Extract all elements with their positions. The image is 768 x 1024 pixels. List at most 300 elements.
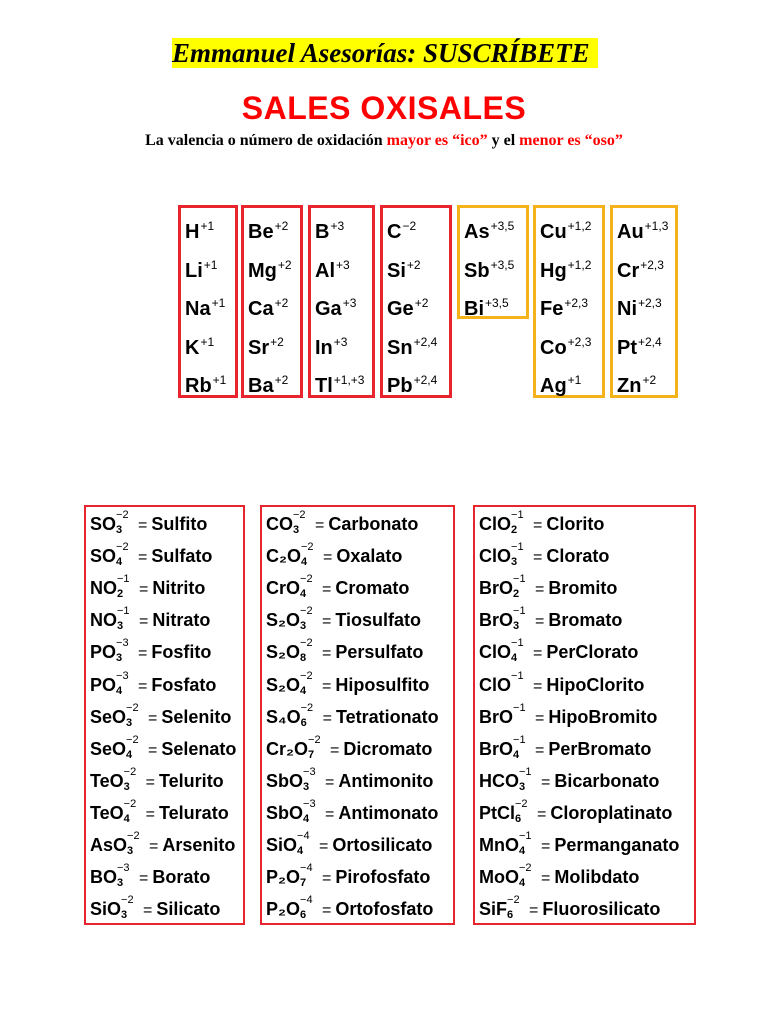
anion-charge: −4 xyxy=(300,862,313,875)
element-valence: +2,3 xyxy=(640,257,664,272)
anion-charge: −1 xyxy=(513,605,526,618)
equals-sign: = xyxy=(145,805,156,823)
anion-subscript: 6 xyxy=(300,909,307,922)
anion-charge: −2 xyxy=(293,509,306,521)
anion-subscript: 4 xyxy=(303,812,310,825)
anion-name: Dicromato xyxy=(343,738,433,759)
anion-charge-group xyxy=(127,830,147,860)
anion-charge-group xyxy=(116,541,136,571)
element-symbol: Ag xyxy=(540,375,567,397)
element-ge xyxy=(387,291,428,321)
anion-row xyxy=(266,541,402,571)
anion-row xyxy=(90,702,231,732)
anion-charge: −1 xyxy=(117,573,130,586)
equals-sign: = xyxy=(533,549,543,567)
anion-charge: −2 xyxy=(126,733,139,746)
anion-name: Silicato xyxy=(156,899,221,920)
equals-sign: = xyxy=(143,902,153,920)
equals-sign: = xyxy=(325,773,335,791)
anion-row xyxy=(266,637,423,667)
element-symbol: Bi xyxy=(464,298,484,320)
element-ni xyxy=(617,291,662,321)
equals-sign: = xyxy=(535,741,545,759)
element-group-box xyxy=(380,205,452,398)
anion-subscript: 4 xyxy=(511,652,518,665)
anion-charge-group xyxy=(293,509,313,539)
anion-formula: HCO xyxy=(479,770,519,791)
element-symbol: Au xyxy=(617,221,644,243)
equals-sign: = xyxy=(535,613,545,631)
anion-row xyxy=(479,605,622,635)
anion-charge-group xyxy=(300,670,320,700)
anion-subscript: 3 xyxy=(116,524,123,536)
equals-sign: = xyxy=(138,645,148,663)
anion-name: Clorato xyxy=(546,546,610,567)
equals-sign: = xyxy=(322,870,332,888)
anion-charge-group xyxy=(126,702,146,732)
anion-subscript: 2 xyxy=(513,588,520,601)
equals-sign: = xyxy=(322,709,332,727)
anion-charge-group xyxy=(116,670,136,700)
equals-sign: = xyxy=(322,613,332,631)
anion-formula: Cr₂O xyxy=(266,738,309,759)
anion-charge-group xyxy=(300,637,320,667)
element-symbol: Be xyxy=(248,221,274,243)
element-valence: +2,3 xyxy=(638,296,662,310)
element-symbol: As xyxy=(464,221,490,243)
anion-name: Bicarbonato xyxy=(554,770,660,791)
element-fe xyxy=(540,291,588,321)
element-valence: +1 xyxy=(200,219,215,233)
anion-name: Fosfito xyxy=(151,642,212,663)
element-as xyxy=(464,214,514,244)
anion-name: HipoBromito xyxy=(548,706,658,727)
anion-row xyxy=(90,637,211,667)
element-valence: +2,4 xyxy=(638,334,662,349)
subtitle-connector: y el xyxy=(487,132,520,149)
anion-subscript: 4 xyxy=(300,684,307,697)
element-valence: +2,3 xyxy=(567,334,592,349)
element-valence: +2 xyxy=(414,296,429,310)
anion-charge: −1 xyxy=(511,509,524,521)
anion-formula: SO xyxy=(90,514,117,534)
anion-subscript: 3 xyxy=(121,909,128,922)
subtitle-ico-rule: mayor es “ico” xyxy=(386,132,488,149)
anion-formula: BrO xyxy=(479,738,514,759)
equals-sign: = xyxy=(139,613,149,631)
anion-charge: −4 xyxy=(300,894,313,907)
element-valence: +3,5 xyxy=(490,219,515,233)
anion-name: Ortosilicato xyxy=(332,835,433,855)
element-symbol: Hg xyxy=(540,259,567,282)
equals-sign: = xyxy=(322,645,332,663)
anion-formula: TeO xyxy=(90,802,124,823)
element-group-box xyxy=(533,205,605,398)
anion-subscript: 6 xyxy=(515,812,522,825)
anion-name: Cromato xyxy=(335,578,410,599)
anion-charge: −2 xyxy=(116,541,129,554)
anion-subscript: 6 xyxy=(507,909,514,922)
anion-charge-group xyxy=(117,573,137,603)
anion-row xyxy=(479,670,644,700)
anion-charge-group xyxy=(297,830,317,860)
anion-charge-group xyxy=(511,541,531,571)
anion-name: Molibdato xyxy=(554,867,640,888)
element-symbol: Tl xyxy=(315,375,333,397)
anion-name: Hiposulfito xyxy=(335,674,430,695)
element-symbol: Co xyxy=(540,336,567,359)
anion-charge-group xyxy=(303,766,323,796)
anion-row xyxy=(90,541,212,571)
anion-name: HipoClorito xyxy=(546,674,645,695)
equals-sign: = xyxy=(138,517,148,534)
element-cr xyxy=(617,253,664,283)
equals-sign: = xyxy=(529,902,539,920)
anion-subscript: 3 xyxy=(519,780,526,793)
element-valence: +2 xyxy=(274,373,289,387)
anion-formula: C₂O xyxy=(266,546,301,567)
equals-sign: = xyxy=(537,805,547,823)
equals-sign: = xyxy=(330,741,340,759)
anion-charge-group xyxy=(308,734,328,764)
anion-subscript: 7 xyxy=(300,877,307,890)
anion-name: Pirofosfato xyxy=(335,867,431,888)
element-valence: +3,5 xyxy=(490,257,515,272)
element-valence: +1 xyxy=(567,373,582,387)
element-group-box xyxy=(457,205,529,319)
element-be xyxy=(248,214,288,244)
anion-row xyxy=(266,670,429,700)
element-valence: +3 xyxy=(330,219,345,233)
element-cu xyxy=(540,214,591,244)
element-valence: +1,+3 xyxy=(333,373,365,387)
anion-charge: −2 xyxy=(300,669,313,682)
anion-row xyxy=(479,702,657,732)
anion-row xyxy=(266,573,409,603)
equals-sign: = xyxy=(535,581,545,599)
element-bi xyxy=(464,291,509,321)
anion-name: Carbonato xyxy=(328,514,419,534)
element-symbol: Ga xyxy=(315,298,342,320)
element-symbol: Na xyxy=(185,298,211,320)
anion-name: Antimonito xyxy=(338,770,434,791)
channel-banner xyxy=(172,38,598,68)
anion-subscript: 3 xyxy=(116,652,123,665)
anion-name: Nitrito xyxy=(152,578,206,599)
equals-sign: = xyxy=(148,709,158,727)
anion-name: Selenito xyxy=(161,706,232,727)
anion-name: Antimonato xyxy=(338,802,439,823)
element-symbol: H xyxy=(185,221,200,243)
anion-formula: SiO xyxy=(266,835,298,855)
anion-charge-group xyxy=(301,702,321,732)
anion-charge: −3 xyxy=(116,637,129,650)
equals-sign: = xyxy=(533,645,543,663)
equals-sign: = xyxy=(139,870,149,888)
anion-subscript: 6 xyxy=(300,716,307,729)
element-sr xyxy=(248,330,284,360)
element-li xyxy=(185,253,217,283)
equals-sign: = xyxy=(148,741,158,759)
anion-subscript: 3 xyxy=(117,620,124,633)
anion-subscript: 8 xyxy=(300,652,307,665)
anion-name: PerBromato xyxy=(548,738,652,759)
equals-sign: = xyxy=(541,773,551,791)
element-valence: +1,2 xyxy=(567,219,592,233)
anion-charge-group xyxy=(513,605,533,635)
anion-row xyxy=(266,605,421,635)
anion-name: Oxalato xyxy=(336,546,403,567)
anion-formula: SbO xyxy=(266,802,304,823)
equals-sign: = xyxy=(322,677,332,695)
equals-sign: = xyxy=(541,870,551,888)
anion-charge: −3 xyxy=(303,797,316,810)
anion-name: Selenato xyxy=(161,738,237,759)
anion-subscript: 4 xyxy=(519,845,526,857)
anion-row xyxy=(90,670,216,700)
anion-charge-group xyxy=(300,894,320,924)
anion-formula: CrO xyxy=(266,578,301,599)
element-symbol: Ge xyxy=(387,298,414,320)
element-symbol: Sb xyxy=(464,259,490,282)
anion-charge: −2 xyxy=(300,637,313,650)
equals-sign: = xyxy=(322,581,332,599)
element-valence: +2,4 xyxy=(413,373,438,387)
anion-formula: MnO xyxy=(479,835,519,855)
anion-subscript: 3 xyxy=(300,620,307,633)
anion-charge: −2 xyxy=(121,894,134,907)
element-valence: +1 xyxy=(212,373,227,387)
page-title: SALES OXISALES xyxy=(241,90,527,126)
anion-name: Telurato xyxy=(159,802,229,823)
anion-subscript: 3 xyxy=(513,620,520,633)
anion-name: Bromito xyxy=(548,578,618,599)
element-zn xyxy=(617,368,656,398)
anion-charge-group xyxy=(303,798,323,828)
anion-subscript: 2 xyxy=(117,588,124,601)
element-symbol: K xyxy=(185,336,200,359)
equals-sign: = xyxy=(315,517,325,534)
anion-formula: SiO xyxy=(90,899,122,920)
anion-formula: S₂O xyxy=(266,674,301,695)
element-symbol: B xyxy=(315,221,330,243)
element-symbol: Mg xyxy=(248,259,277,282)
anion-charge: −2 xyxy=(300,573,313,586)
anion-row xyxy=(90,862,210,892)
anion-subscript: 3 xyxy=(126,716,133,729)
element-sb xyxy=(464,253,514,283)
subtitle-text: La valencia o número de oxidación xyxy=(145,132,387,149)
element-b xyxy=(315,214,344,244)
element-group-box xyxy=(241,205,303,398)
anion-name: Persulfato xyxy=(335,642,424,663)
anion-subscript: 4 xyxy=(300,588,307,601)
anion-subscript: 4 xyxy=(126,748,133,761)
anion-name: Tiosulfato xyxy=(335,610,422,631)
anion-formula: TeO xyxy=(90,770,124,791)
element-na xyxy=(185,291,225,321)
anion-charge-group xyxy=(513,702,533,732)
anion-formula: AsO xyxy=(90,835,128,855)
element-valence: +1 xyxy=(203,257,218,272)
anion-formula: ClO xyxy=(479,674,512,695)
equals-sign: = xyxy=(149,838,159,855)
anion-charge-group xyxy=(116,509,136,539)
anion-subscript: 4 xyxy=(513,748,520,761)
anion-name: Arsenito xyxy=(162,835,236,855)
element-valence: +2,3 xyxy=(564,296,589,310)
anion-charge: −2 xyxy=(519,862,532,875)
element-symbol: Zn xyxy=(617,375,642,397)
anion-formula: SeO xyxy=(90,738,127,759)
anion-charge: −1 xyxy=(513,733,526,746)
element-symbol: Cr xyxy=(617,259,640,282)
anion-column xyxy=(473,505,696,925)
element-symbol: Cu xyxy=(540,221,567,243)
anion-charge: −2 xyxy=(126,701,139,714)
anion-charge-group xyxy=(300,862,320,892)
anion-name: PerClorato xyxy=(546,642,639,663)
element-valence: +2 xyxy=(274,219,289,233)
anion-row xyxy=(266,766,433,796)
anion-charge: −2 xyxy=(127,830,140,842)
anion-subscript: 4 xyxy=(116,556,123,569)
element-si xyxy=(387,253,421,283)
anion-row xyxy=(479,637,638,667)
anion-subscript: 4 xyxy=(297,845,304,857)
anion-row xyxy=(479,541,609,571)
anion-formula: PO xyxy=(90,674,117,695)
anion-row xyxy=(479,766,659,796)
anion-row xyxy=(479,830,679,860)
element-valence: +1 xyxy=(200,334,215,349)
element-co xyxy=(540,330,591,360)
anion-formula: BO xyxy=(90,867,117,888)
anion-name: Fosfato xyxy=(151,674,217,695)
anion-name: Borato xyxy=(152,867,211,888)
anion-row xyxy=(479,509,604,539)
anion-name: Clorito xyxy=(546,514,605,534)
element-pb xyxy=(387,368,437,398)
element-valence: −2 xyxy=(402,219,417,233)
anion-charge-group xyxy=(507,894,527,924)
element-group-box xyxy=(610,205,678,398)
element-valence: +1,2 xyxy=(567,257,592,272)
anion-subscript: 3 xyxy=(127,845,134,857)
anion-row xyxy=(266,862,430,892)
equals-sign: = xyxy=(145,773,156,791)
anion-row xyxy=(266,734,432,764)
equals-sign: = xyxy=(138,677,148,695)
element-valence: +1,3 xyxy=(644,219,669,233)
anion-row xyxy=(90,830,235,860)
anion-formula: SeO xyxy=(90,706,127,727)
anion-charge-group xyxy=(511,637,531,667)
anion-charge: −2 xyxy=(308,733,321,746)
anion-charge-group xyxy=(513,573,533,603)
anion-formula: MoO xyxy=(479,867,519,888)
anion-row xyxy=(479,894,660,924)
anion-row xyxy=(90,573,205,603)
anion-charge-group xyxy=(300,605,320,635)
element-hg xyxy=(540,253,591,283)
equals-sign: = xyxy=(535,709,545,727)
anion-formula: BrO xyxy=(479,578,514,599)
anion-charge-group xyxy=(519,862,539,892)
equals-sign: = xyxy=(319,838,329,855)
anion-subscript: 3 xyxy=(117,877,124,890)
anion-formula: ClO xyxy=(479,642,512,663)
anion-row xyxy=(90,734,236,764)
anion-charge: −1 xyxy=(511,669,524,682)
equals-sign: = xyxy=(322,902,332,920)
element-in xyxy=(315,330,347,360)
anion-name: Fluorosilicato xyxy=(542,899,661,920)
element-rb xyxy=(185,368,226,398)
anion-formula: SiF xyxy=(479,899,508,920)
anion-charge-group xyxy=(515,798,535,828)
element-valence: +2 xyxy=(270,334,284,349)
anion-column xyxy=(84,505,245,925)
element-valence: +2 xyxy=(277,257,292,272)
anion-charge: −2 xyxy=(116,509,129,521)
anion-formula: S₄O xyxy=(266,706,301,727)
anion-subscript: 3 xyxy=(123,780,130,793)
anion-charge: −3 xyxy=(303,765,316,778)
anion-formula: PtCl xyxy=(479,802,515,823)
anion-charge-group xyxy=(511,509,531,539)
element-h xyxy=(185,214,214,244)
element-valence: +2 xyxy=(642,373,657,387)
element-valence: +2 xyxy=(406,257,421,272)
element-symbol: Rb xyxy=(185,375,212,397)
anion-row xyxy=(266,702,439,732)
element-al xyxy=(315,253,350,283)
element-pt xyxy=(617,330,662,360)
equals-sign: = xyxy=(138,549,148,567)
anion-name: Bromato xyxy=(548,610,623,631)
anion-formula: NO xyxy=(90,578,117,599)
anion-row xyxy=(90,509,207,539)
anion-subscript: 4 xyxy=(519,877,526,890)
anion-formula: P₂O xyxy=(266,899,301,920)
element-au xyxy=(617,214,668,244)
anion-name: Nitrato xyxy=(152,610,211,631)
equals-sign: = xyxy=(323,549,333,567)
element-sn xyxy=(387,330,437,360)
anion-formula: NO xyxy=(90,610,117,631)
anion-charge-group xyxy=(519,766,539,796)
element-tl xyxy=(315,368,364,398)
element-valence: +3,5 xyxy=(485,296,509,310)
equals-sign: = xyxy=(533,517,543,534)
element-valence: +3 xyxy=(333,334,348,349)
anion-formula: S₂O xyxy=(266,610,301,631)
element-valence: +2,4 xyxy=(413,334,438,349)
element-ga xyxy=(315,291,356,321)
anion-charge: −2 xyxy=(123,797,137,810)
anion-name: Ortofosfato xyxy=(335,899,434,920)
anion-charge: −1 xyxy=(519,830,532,842)
element-c xyxy=(387,214,416,244)
anion-subscript: 3 xyxy=(511,556,518,569)
anion-row xyxy=(266,894,433,924)
element-valence: +2 xyxy=(274,296,289,310)
anion-charge: −2 xyxy=(123,765,137,778)
anion-row xyxy=(90,798,229,828)
anion-row xyxy=(266,509,418,539)
element-symbol: Li xyxy=(185,259,203,282)
